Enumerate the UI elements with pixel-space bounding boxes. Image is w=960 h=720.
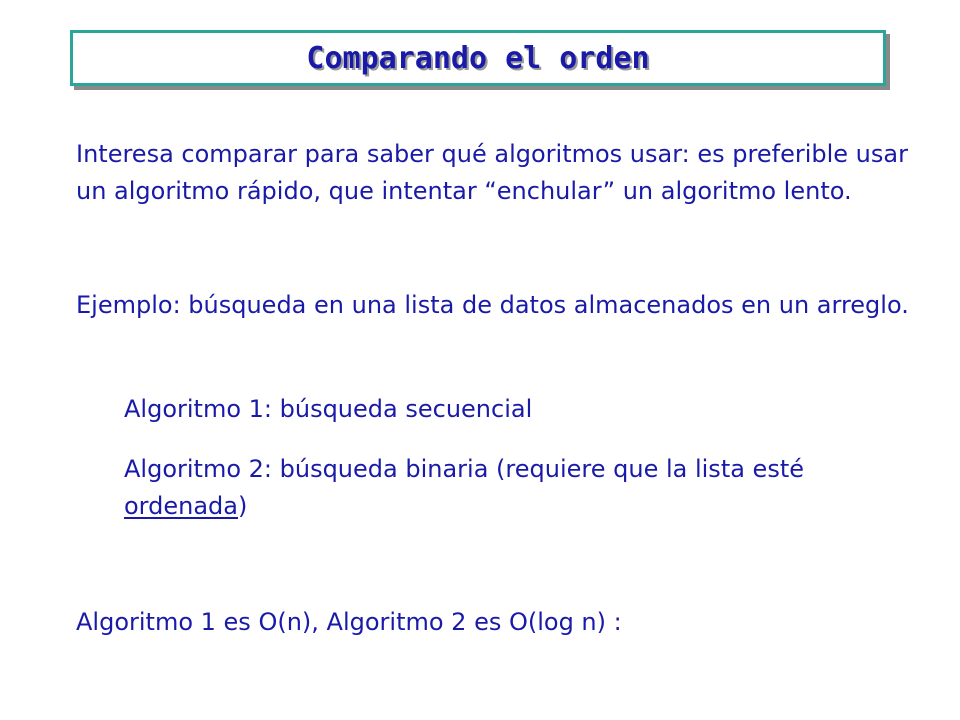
slide-title: Comparando el orden bbox=[306, 40, 650, 76]
conclusion-paragraph: Algoritmo 1 es O(n), Algoritmo 2 es O(log n) : bbox=[76, 608, 622, 636]
algorithm-1-item: Algoritmo 1: búsqueda secuencial bbox=[124, 395, 533, 423]
algorithm-2-item bbox=[124, 451, 914, 525]
title-box bbox=[70, 30, 886, 86]
algorithm-2-close: ) bbox=[238, 492, 248, 520]
intro-paragraph: Interesa comparar para saber qué algoritmos usar: es preferible usar un algoritmo rápido, que intentar “enchular” un algoritmo lento. bbox=[76, 140, 908, 205]
example-paragraph: Ejemplo: búsqueda en una lista de datos almacenados en un arreglo. bbox=[76, 291, 909, 319]
ordenada-underlined: ordenada bbox=[124, 492, 238, 520]
algorithm-2-text: Algoritmo 2: búsqueda binaria (requiere que la lista esté bbox=[124, 455, 805, 483]
